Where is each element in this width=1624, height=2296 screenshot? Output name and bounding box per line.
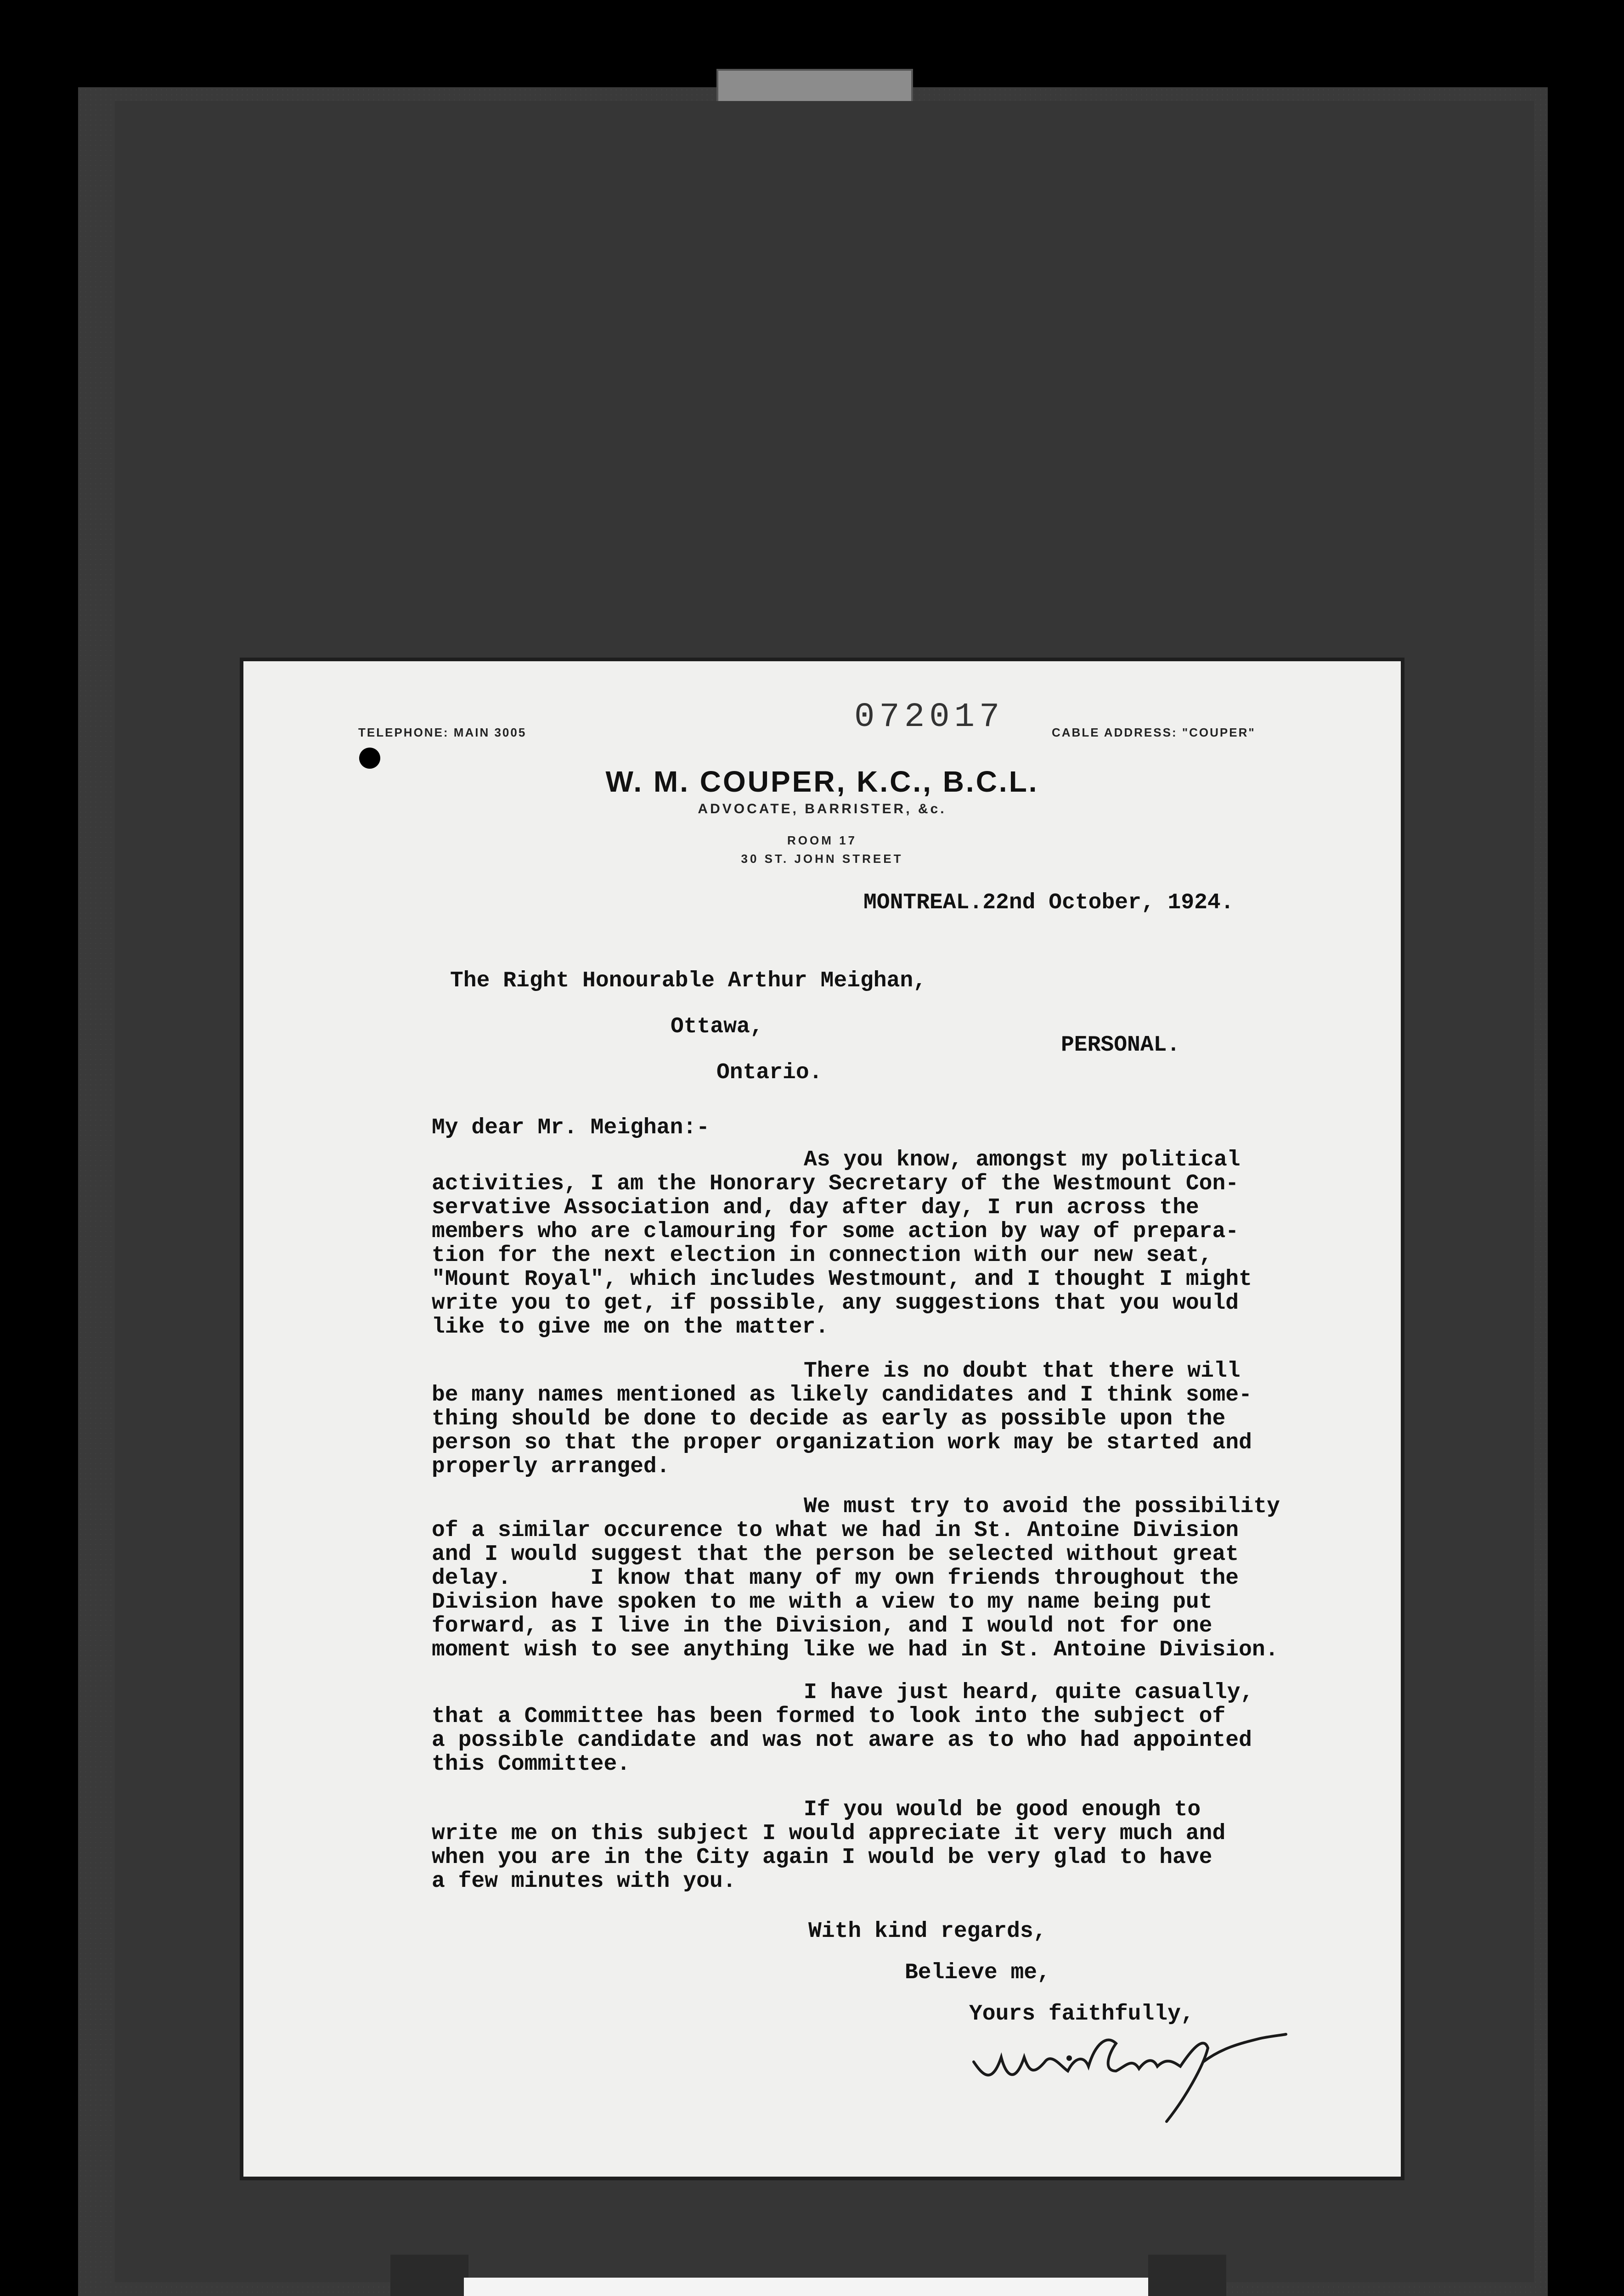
mount-tab-right <box>1148 2255 1226 2296</box>
text-line: members who are clamouring for some action by way of prepara- <box>432 1219 1239 1244</box>
paragraph-3 <box>432 1495 1332 1662</box>
text-line: when you are in the City again I would be very glad to have <box>432 1845 1212 1870</box>
text-line: Division have spoken to me with a view to my name being put <box>432 1590 1212 1615</box>
paragraph-4 <box>432 1681 1332 1776</box>
salutation: My dear Mr. Meighan:- <box>432 1115 710 1140</box>
paragraph-1 <box>432 1148 1332 1339</box>
text-line: like to give me on the matter. <box>432 1315 829 1339</box>
paragraph-2 <box>432 1359 1332 1479</box>
addressee-name: The Right Honourable Arthur Meighan, <box>450 968 926 993</box>
text-line: If you would be good enough to <box>804 1797 1201 1822</box>
text-line: servative Association and, day after day, I run across the <box>432 1195 1199 1220</box>
text-line: write me on this subject I would appreciate it very much and <box>432 1821 1226 1846</box>
text-line: We must try to avoid the possibility <box>804 1494 1280 1519</box>
text-line: person so that the proper organization work may be started and <box>432 1430 1252 1455</box>
personal-marker: PERSONAL. <box>1061 1033 1180 1058</box>
text-line: delay. I know that many of my own friends throughout the <box>432 1566 1239 1591</box>
firm-title: ADVOCATE, BARRISTER, &c. <box>698 801 947 816</box>
text-line: properly arranged. <box>432 1454 670 1479</box>
text-line: moment wish to see anything like we had in St. Antoine Division. <box>432 1638 1279 1662</box>
text-line: tion for the next election in connection with our new seat, <box>432 1243 1212 1268</box>
telephone-line: TELEPHONE: MAIN 3005 <box>358 726 527 739</box>
text-line: forward, as I live in the Division, and I would not for one <box>432 1614 1212 1638</box>
letter-date: MONTREAL.22nd October, 1924. <box>863 890 1234 915</box>
addressee-city: Ottawa, <box>671 1014 763 1039</box>
reference-strip <box>464 2278 1148 2296</box>
cable-address: CABLE ADDRESS: "COUPER" <box>1052 726 1256 739</box>
letter-page <box>243 661 1401 2177</box>
text-line: As you know, amongst my political <box>804 1148 1241 1172</box>
mount-tab-left <box>390 2255 468 2296</box>
addressee-province: Ontario. <box>716 1060 823 1085</box>
text-line: "Mount Royal", which includes Westmount, and I thought I might <box>432 1267 1252 1292</box>
text-line: a possible candidate and was not aware as to who had appointed <box>432 1728 1252 1753</box>
firm-room: ROOM 17 <box>787 833 857 847</box>
text-line: activities, I am the Honorary Secretary of the Westmount Con- <box>432 1171 1239 1196</box>
text-line: thing should be done to decide as early as possible upon the <box>432 1407 1226 1431</box>
text-line: write you to get, if possible, any suggestions that you would <box>432 1291 1239 1316</box>
text-line: a few minutes with you. <box>432 1869 736 1894</box>
text-line: of a similar occurence to what we had in St. Antoine Division <box>432 1518 1239 1543</box>
closing-believe: Believe me, <box>905 1960 1050 1985</box>
text-line: There is no doubt that there will <box>804 1359 1241 1384</box>
closing-regards: With kind regards, <box>808 1919 1047 1944</box>
closing-yours: Yours faithfully, <box>969 2002 1194 2026</box>
text-line: that a Committee has been formed to look into the subject of <box>432 1704 1226 1729</box>
paragraph-5 <box>432 1798 1332 1893</box>
firm-street: 30 ST. JOHN STREET <box>741 852 903 866</box>
text-line: I have just heard, quite casually, <box>804 1680 1254 1705</box>
text-line: be many names mentioned as likely candidates and I think some- <box>432 1383 1252 1407</box>
text-line: this Committee. <box>432 1752 631 1777</box>
firm-name: W. M. COUPER, K.C., B.C.L. <box>605 765 1039 798</box>
signature-image <box>964 2007 1295 2126</box>
text-line: and I would suggest that the person be selected without great <box>432 1542 1239 1567</box>
document-number: 072017 <box>854 698 1004 737</box>
